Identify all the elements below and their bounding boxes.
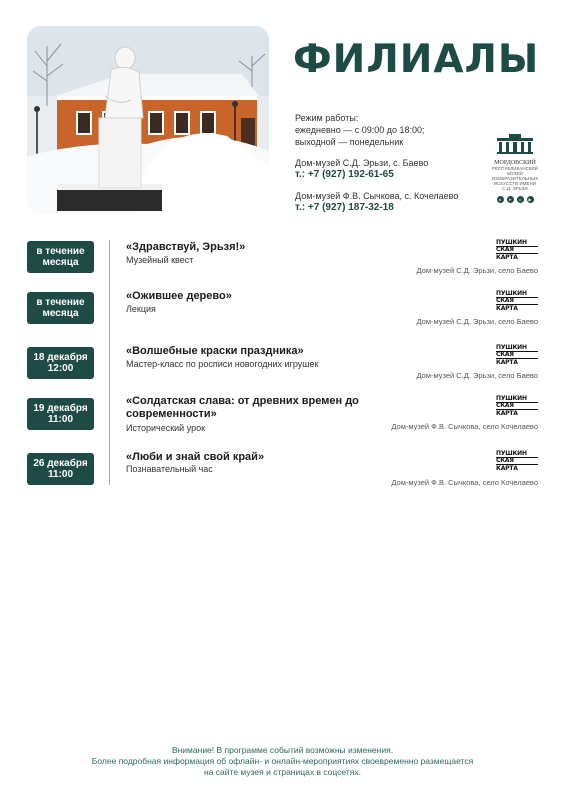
museum-photo <box>27 26 269 214</box>
pushkin-card-logo <box>496 290 538 312</box>
event-date-line2: 11:00 <box>47 469 74 480</box>
branch-2-phone: т.: +7 (927) 187-32-18 <box>295 202 394 213</box>
event-title: «Ожившее дерево» <box>126 290 232 302</box>
event-place: Дом-музей С.Д. Эрьзи, село Баево <box>416 317 538 326</box>
telegram-icon[interactable]: ➤ <box>508 197 512 202</box>
event-date-badge <box>27 398 94 430</box>
pushkin-card-logo <box>496 344 538 366</box>
event-title: «Солдатская слава: от древних времен до современности» <box>126 395 359 420</box>
schedule-daily: ежедневно — с 09:00 до 18:00; <box>295 125 425 135</box>
pushkin-card-logo <box>496 450 538 472</box>
museum-logo <box>490 134 540 203</box>
event-title: «Люби и знай свой край» <box>126 451 265 463</box>
social-links <box>490 196 540 203</box>
pushkin-card-line1: ПУШКИН <box>496 290 527 297</box>
museum-logo-name: МОРДОВСКИЙ <box>494 160 536 166</box>
pushkin-card-line2: СКАЯ <box>496 351 514 359</box>
event-place: Дом-музей С.Д. Эрьзи, село Баево <box>416 266 538 275</box>
monument-winter-image <box>27 26 269 214</box>
event-title: «Волшебные краски праздника» <box>126 345 304 357</box>
event-date-badge <box>27 453 94 485</box>
pushkin-card-line3: КАРТА <box>496 358 518 366</box>
event-place: Дом-музей Ф.В. Сычкова, село Кочелаево <box>391 478 538 487</box>
footer-line-1: Внимание! В программе событий возможны изменения. <box>171 745 394 755</box>
event-date-line2: 12:00 <box>47 363 74 374</box>
pushkin-card-line3: КАРТА <box>496 304 518 312</box>
footer-line-3: на сайте музея и страницах в соцсетях. <box>204 767 361 777</box>
branch-1-phone: т.: +7 (927) 192-61-65 <box>295 169 394 180</box>
event-type: Музейный квест <box>126 255 194 265</box>
pushkin-card-line2: СКАЯ <box>496 457 514 465</box>
event-date-line2: месяца <box>42 308 79 319</box>
event-date-line1: 18 декабря <box>33 352 88 363</box>
footer-line-2: Более подробная информация об офлайн- и онлайн-мероприятиях своевременно размещается <box>91 756 474 766</box>
event-date-line1: 19 декабря <box>33 403 88 414</box>
event-date-badge <box>27 292 94 324</box>
museum-building-icon <box>495 134 535 154</box>
pushkin-card-line2: СКАЯ <box>496 402 514 410</box>
event-type: Познавательный час <box>126 464 213 474</box>
branch-2-name: Дом-музей Ф.В. Сычкова, с. Кочелаево <box>295 191 459 201</box>
pushkin-card-line1: ПУШКИН <box>496 395 527 402</box>
timeline-divider <box>109 240 110 485</box>
pushkin-card-logo <box>496 395 538 417</box>
pushkin-card-line1: ПУШКИН <box>496 239 527 246</box>
event-title: «Здравствуй, Эрьзя!» <box>126 241 246 253</box>
schedule-dayoff: выходной — понедельник <box>295 137 404 147</box>
page-title: ФИЛИАЛЫ <box>293 37 540 82</box>
event-date-badge <box>27 241 94 273</box>
pushkin-card-line2: СКАЯ <box>496 246 514 254</box>
working-hours-block <box>295 112 458 214</box>
schedule-label: Режим работы: <box>295 113 359 123</box>
event-date-badge <box>27 347 94 379</box>
vk-icon[interactable]: в <box>497 196 504 203</box>
pushkin-card-line1: ПУШКИН <box>496 450 527 457</box>
event-date-line1: в течение <box>36 246 85 257</box>
event-type: Лекция <box>126 304 156 314</box>
event-place: Дом-музей С.Д. Эрьзи, село Баево <box>416 371 538 380</box>
pushkin-card-line2: СКАЯ <box>496 297 514 305</box>
event-place: Дом-музей Ф.В. Сычкова, село Кочелаево <box>391 422 538 431</box>
event-date-line2: 11:00 <box>47 414 74 425</box>
pushkin-card-line3: КАРТА <box>496 253 518 261</box>
pushkin-card-logo <box>496 239 538 261</box>
youtube-icon[interactable]: ▶ <box>528 197 532 202</box>
branch-1-name: Дом-музей С.Д. Эрьзи, с. Баево <box>295 158 429 168</box>
pushkin-card-line1: ПУШКИН <box>496 344 527 351</box>
event-type: Мастер-класс по росписи новогодних игрушек <box>126 359 319 369</box>
museum-logo-subtitle: РЕСПУБЛИКАНСКИЙ МУЗЕЙ ИЗОБРАЗИТЕЛЬНЫХ ИСКУССТВ ИМЕНИ С.Д. ЭРЬЗИ <box>491 166 539 191</box>
pushkin-card-line3: КАРТА <box>496 409 518 417</box>
footer-notice <box>0 745 565 778</box>
event-type: Исторический урок <box>126 423 206 433</box>
event-date-line1: 26 декабря <box>33 458 88 469</box>
event-date-line1: в течение <box>36 297 85 308</box>
pushkin-card-line3: КАРТА <box>496 464 518 472</box>
ok-icon[interactable]: о <box>517 196 524 203</box>
event-date-line2: месяца <box>42 257 79 268</box>
